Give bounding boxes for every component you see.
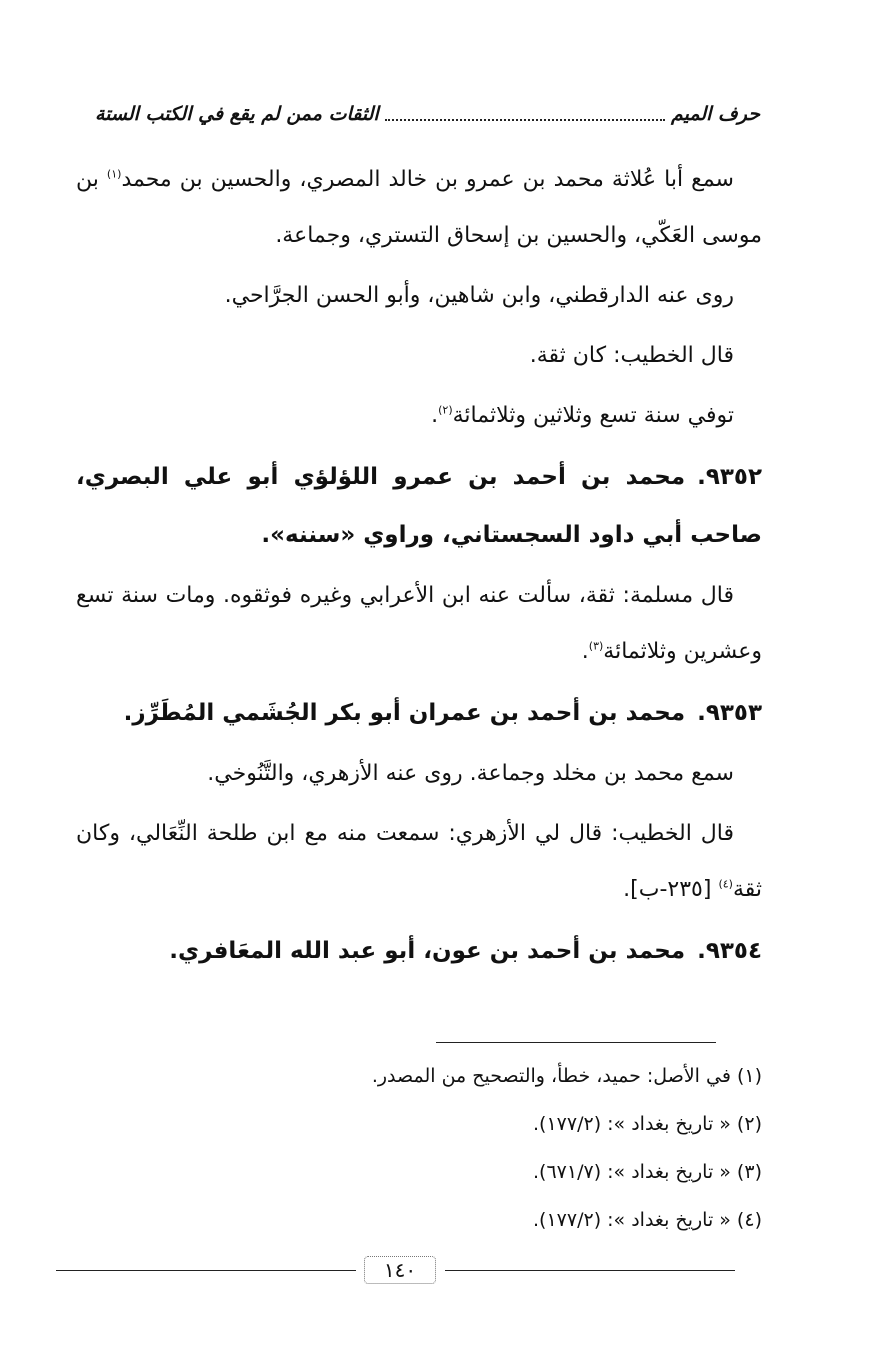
entry-number: ٩٣٥٣.	[697, 700, 762, 726]
header-dot-leader	[385, 107, 665, 121]
footnote-marker: (١)	[106, 167, 122, 181]
paragraph-text: قال الخطيب: قال لي الأزهري: سمعت منه مع ابن طلحة النِّعَالي، وكان ثقة	[76, 821, 762, 902]
footnote-marker: (٢)	[438, 403, 453, 417]
paragraph	[76, 152, 762, 264]
entry-heading	[76, 684, 762, 742]
entry-heading	[76, 922, 762, 980]
main-text	[76, 152, 762, 984]
entry-title: محمد بن أحمد بن عمران أبو بكر الجُشَمي المُطَرِّز.	[123, 700, 686, 726]
entry-number: ٩٣٥٢.	[697, 464, 762, 490]
footer-rule	[56, 1270, 356, 1271]
running-header	[95, 96, 760, 132]
paragraph-text: توفي سنة تسع وثلاثين وثلاثمائة	[452, 403, 734, 428]
page-number-text: ١٤٠	[383, 1258, 417, 1282]
page-number	[358, 1250, 442, 1290]
paragraph: سمع محمد بن مخلد وجماعة. روى عنه الأزهري، والتَّنُوخي.	[207, 761, 734, 786]
paragraph	[76, 568, 762, 680]
footnote: (٣) « تاريخ بغداد »: (٦٧١/٧).	[533, 1161, 762, 1183]
footnote: (١) في الأصل: حميد، خطأ، والتصحيح من المصدر.	[371, 1065, 762, 1087]
footnote-separator	[436, 1042, 716, 1043]
paragraph-text: سمع أبا عُلاثة محمد بن عمرو بن خالد المصري، والحسين بن محمد	[121, 167, 734, 192]
paragraph-text: .	[581, 639, 589, 664]
paragraph-text: بن موسى العَكّي، والحسين بن إسحاق التستري، وجماعة.	[76, 167, 762, 248]
footer-rule	[445, 1270, 735, 1271]
paragraph-text: .	[431, 403, 439, 428]
footnote: (٤) « تاريخ بغداد »: (١٧٧/٢).	[533, 1209, 762, 1231]
footnote-marker: (٤)	[718, 877, 733, 891]
entry-title: محمد بن أحمد بن عمرو اللؤلؤي أبو علي البصري، صاحب أبي داود السجستاني، وراوي «سننه».	[76, 464, 762, 548]
paragraph	[76, 806, 762, 918]
paragraph	[76, 388, 762, 444]
paragraph-text: قال مسلمة: ثقة، سألت عنه ابن الأعرابي وغيره فوثقوه. ومات سنة تسع وعشرين وثلاثمائة	[76, 583, 762, 664]
page-number-frame	[364, 1256, 436, 1284]
paragraph: قال الخطيب: كان ثقة.	[529, 343, 734, 368]
paragraph-text: [٢٣٥-ب].	[623, 877, 719, 902]
footnotes	[76, 1052, 762, 1244]
header-book-title: الثقات ممن لم يقع في الكتب الستة	[95, 103, 379, 125]
footnote: (٢) « تاريخ بغداد »: (١٧٧/٢).	[533, 1113, 762, 1135]
entry-heading	[76, 448, 762, 564]
entry-title: محمد بن أحمد بن عون، أبو عبد الله المعَافري.	[169, 938, 686, 964]
paragraph: روى عنه الدارقطني، وابن شاهين، وأبو الحسن الجرَّاحي.	[224, 283, 734, 308]
header-chapter: حرف الميم	[671, 103, 760, 125]
footnote-marker: (٣)	[588, 639, 604, 653]
entry-number: ٩٣٥٤.	[697, 938, 762, 964]
